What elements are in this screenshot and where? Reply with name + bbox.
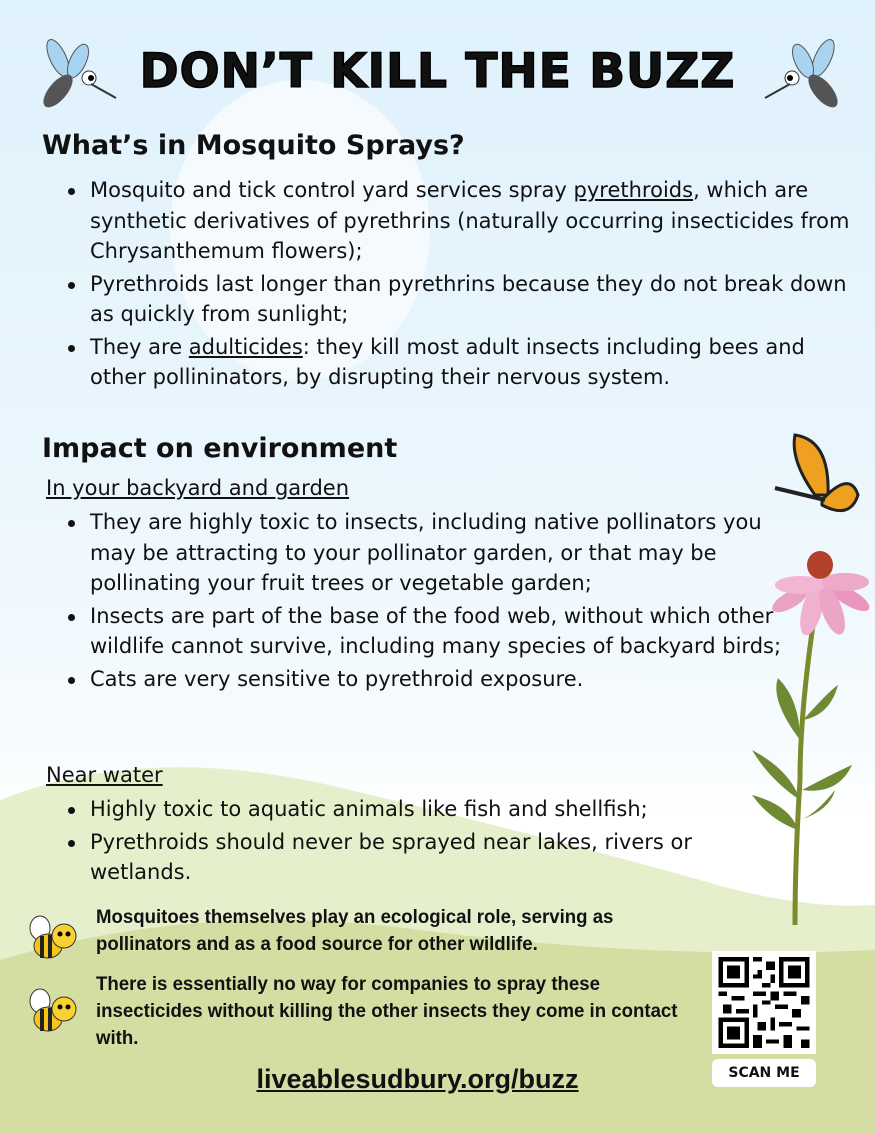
- list-item: Insects are part of the base of the food web, without which other wildlife cannot survive, including many species of backyard birds;: [66, 601, 806, 662]
- term-adulticides: adulticides: [188, 334, 303, 359]
- page-title: DON’T KILL THE BUZZ: [139, 44, 736, 99]
- sprays-list: [66, 175, 856, 395]
- callout-no-safe-spray: There is essentially no way for companies to spray these insecticides without killing the other insects they come in contact with.: [96, 974, 678, 1049]
- list-item: They are highly toxic to insects, including native pollinators you may be attracting to your pollinator garden, or that may be pollinating your fruit trees or vegetable garden;: [66, 507, 806, 599]
- section-heading-sprays: What’s in Mosquito Sprays?: [42, 130, 465, 161]
- qr-code[interactable]: [712, 951, 816, 1054]
- list-item: [66, 332, 856, 393]
- subheading-garden: In your backyard and garden: [46, 476, 350, 500]
- butterfly-icon: [775, 435, 858, 511]
- text: They are: [90, 334, 189, 359]
- bee-icon: [26, 912, 82, 962]
- list-item: Pyrethroids last longer than pyrethrins because they do not break down as quickly from sunlight;: [66, 269, 856, 330]
- text: : they kill most adult insects including bees and other pollininators, by disrupting their nervous system.: [90, 334, 805, 389]
- list-item: Cats are very sensitive to pyrethroid exposure.: [66, 664, 806, 695]
- bee-icon: [26, 985, 82, 1035]
- garden-list: [66, 507, 806, 696]
- text: Mosquito and tick control yard services spray: [90, 178, 574, 202]
- scan-me-label: SCAN ME: [712, 1059, 816, 1087]
- text: , which are synthetic derivatives of pyrethrins (naturally occurring insecticides from Chrysanthemum flowers);: [90, 178, 850, 263]
- subheading-water: Near water: [46, 763, 163, 787]
- term-pyrethroids: pyrethroids: [573, 178, 694, 202]
- callout-ecological-role: Mosquitoes themselves play an ecological role, serving as pollinators and as a food source for other wildlife.: [96, 907, 614, 955]
- section-heading-impact: Impact on environment: [42, 433, 398, 464]
- website-link[interactable]: liveablesudbury.org/buzz: [256, 1064, 579, 1094]
- list-item: [66, 175, 856, 267]
- water-list: [66, 794, 756, 890]
- list-item: Highly toxic to aquatic animals like fish and shellfish;: [66, 794, 756, 825]
- list-item: Pyrethroids should never be sprayed near lakes, rivers or wetlands.: [66, 827, 756, 888]
- qr-code-icon: [718, 957, 810, 1048]
